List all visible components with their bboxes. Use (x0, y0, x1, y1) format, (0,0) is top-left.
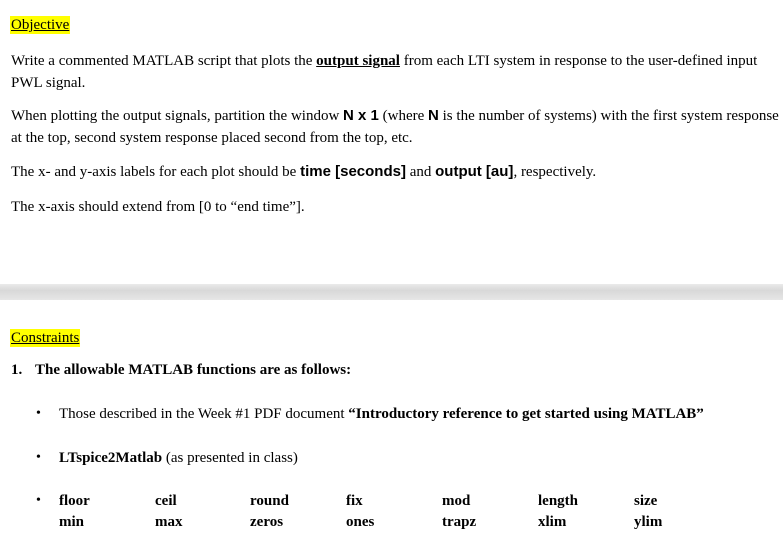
function-name: mod (442, 493, 471, 509)
function-name: zeros (250, 514, 284, 530)
function-name: size (634, 493, 658, 509)
objective-paragraph-3 (11, 161, 779, 183)
function-name: xlim (538, 514, 567, 530)
function-name: floor (59, 493, 90, 509)
p2-text-e: is the number of systems) with the first system response at the top, second system response placed second from the top, etc. (11, 108, 779, 146)
objective-paragraph-4: The x-axis should extend from [0 to “end time”]. (11, 199, 305, 215)
item-number: 1. (11, 362, 23, 378)
page-separator (0, 284, 783, 300)
p2-text-a: When plotting the output signals, partition the window (11, 108, 344, 124)
bullet-icon: • (36, 450, 41, 465)
objective-heading: Objective (11, 17, 70, 33)
n-symbol: N (428, 107, 439, 124)
p1-text-a: Write a commented MATLAB script that plots the (11, 53, 317, 69)
item-text: The allowable MATLAB functions are as follows: (35, 362, 352, 378)
function-name: length (538, 493, 579, 509)
objective-paragraph-1 (11, 50, 779, 94)
p2-text-c: (where (378, 108, 429, 124)
p1-text-c: from each LTI system in response to the user-defined input PWL signal. (11, 53, 758, 91)
bullet-ltspice2matlab (59, 450, 298, 467)
p3-text-e: , respectively. (513, 164, 597, 180)
function-name: ylim (634, 514, 663, 530)
objective-paragraph-2 (11, 105, 779, 149)
function-name: trapz (442, 514, 477, 530)
function-name: fix (346, 493, 363, 509)
function-name: max (155, 514, 183, 530)
partition-n-x-1: N x 1 (343, 107, 379, 124)
bullet-week1-reference (59, 406, 704, 423)
b1-document-title: “Introductory reference to get started using MATLAB” (348, 406, 704, 422)
output-signal-emphasis: output signal (316, 53, 400, 69)
bullet-icon: • (36, 406, 41, 421)
function-name: min (59, 514, 85, 530)
function-name: ceil (155, 493, 177, 509)
bullet-icon: • (36, 493, 41, 508)
b1-text-a: Those described in the Week #1 PDF document (59, 406, 349, 422)
p3-text-a: The x- and y-axis labels for each plot should be (11, 164, 301, 180)
page-bottom (0, 300, 783, 550)
function-name: round (250, 493, 289, 509)
y-label-emphasis: output [au] (435, 163, 514, 180)
b2-text-b: (as presented in class) (162, 450, 298, 466)
ltspice2matlab-name: LTspice2Matlab (59, 450, 163, 466)
function-name: ones (346, 514, 375, 530)
x-label-emphasis: time [seconds] (300, 163, 406, 180)
p3-text-c: and (405, 164, 436, 180)
constraint-item-1 (11, 362, 351, 379)
constraints-heading: Constraints (11, 330, 80, 346)
